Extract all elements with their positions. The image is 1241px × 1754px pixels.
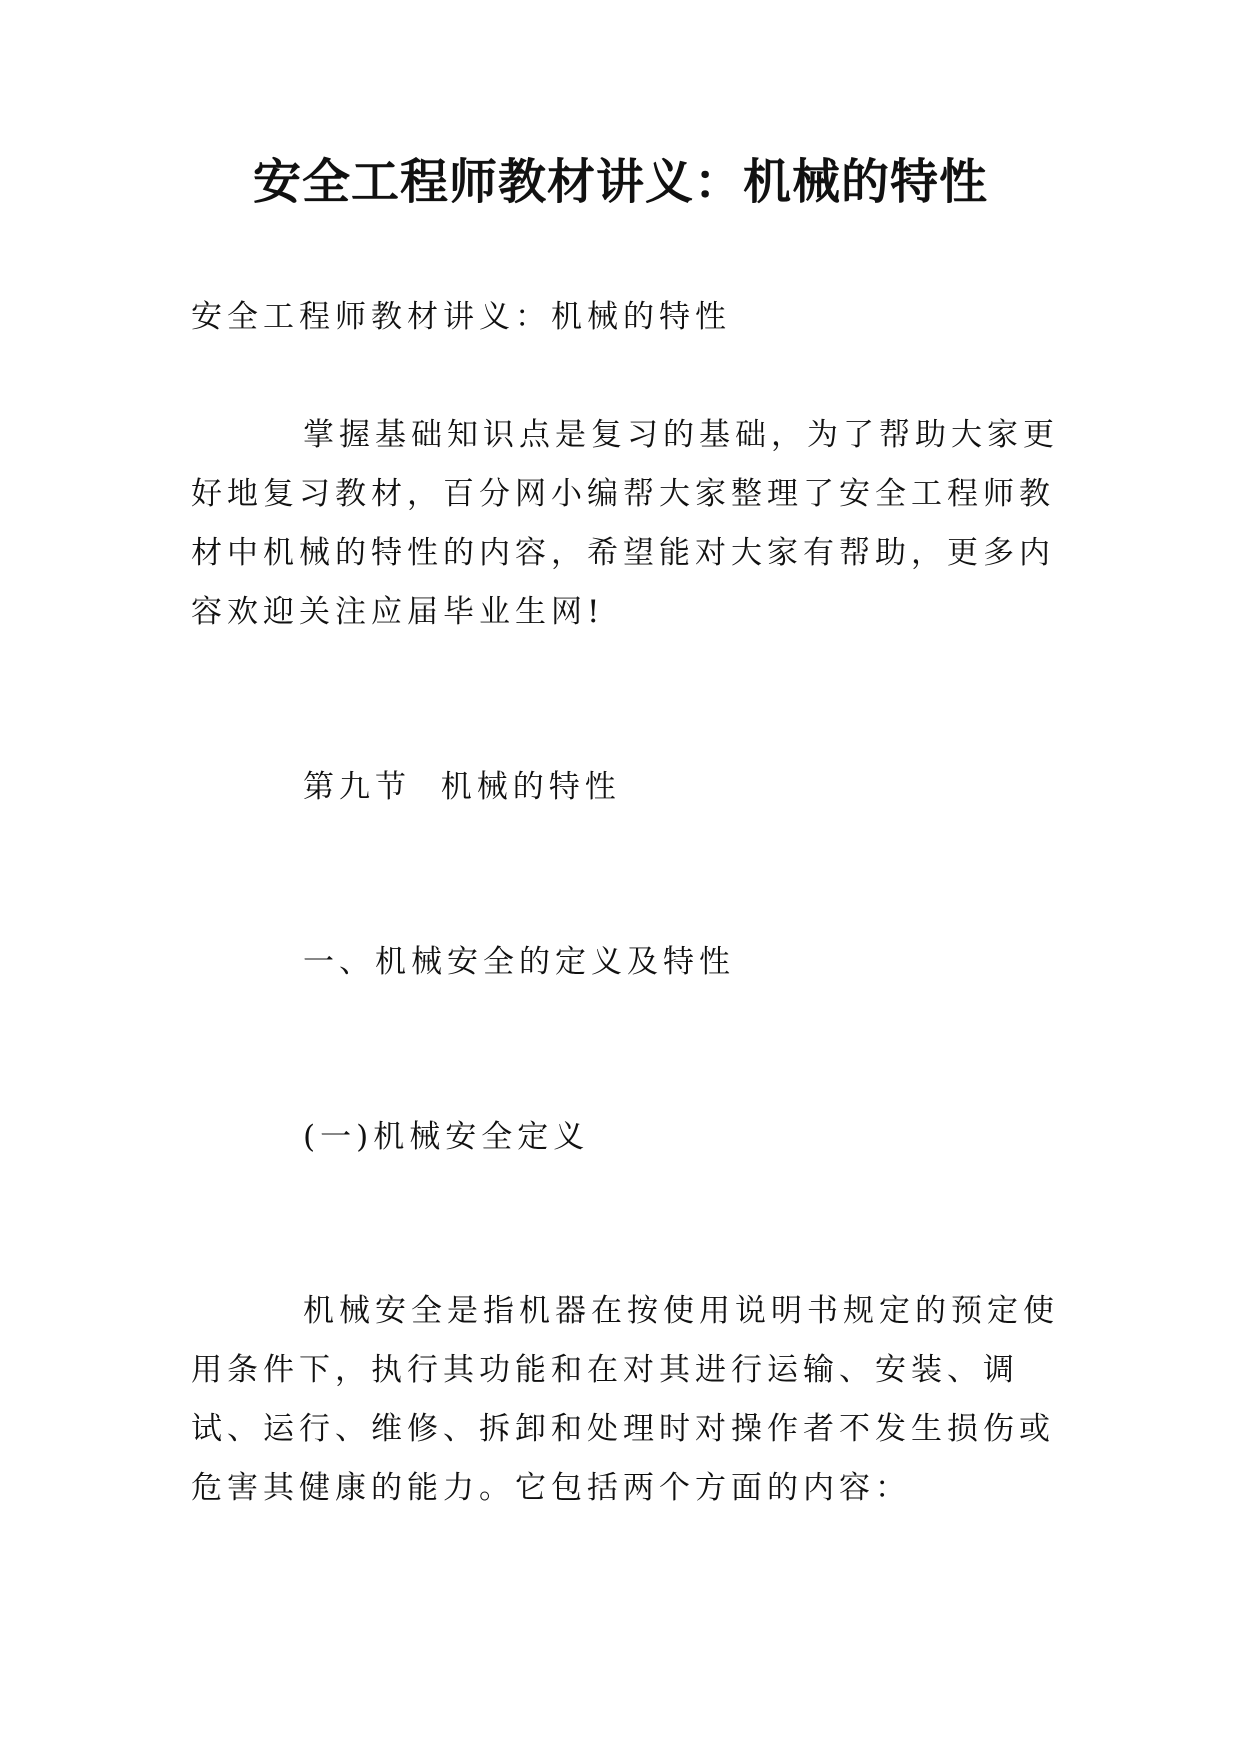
definition-paragraph: 机械安全是指机器在按使用说明书规定的预定使用条件下，执行其功能和在对其进行运输、安装、调试、运行、维修、拆卸和处理时对操作者不发生损伤或危害其健康的能力。它包括两个方面的内容： [191,1293,1059,1506]
document-title: 安全工程师教材讲义：机械的特性 [252,154,988,210]
section-heading: 第九节 机械的特性 [303,769,621,805]
document-subtitle: 安全工程师教材讲义：机械的特性 [191,299,731,335]
intro-paragraph: 掌握基础知识点是复习的基础，为了帮助大家更好地复习教材，百分网小编帮大家整理了安全工程师教材中机械的特性的内容，希望能对大家有帮助，更多内容欢迎关注应届毕业生网! [191,417,1059,630]
point-heading: (一)机械安全定义 [303,1119,590,1155]
subsection-heading: 一、机械安全的定义及特性 [303,944,735,980]
